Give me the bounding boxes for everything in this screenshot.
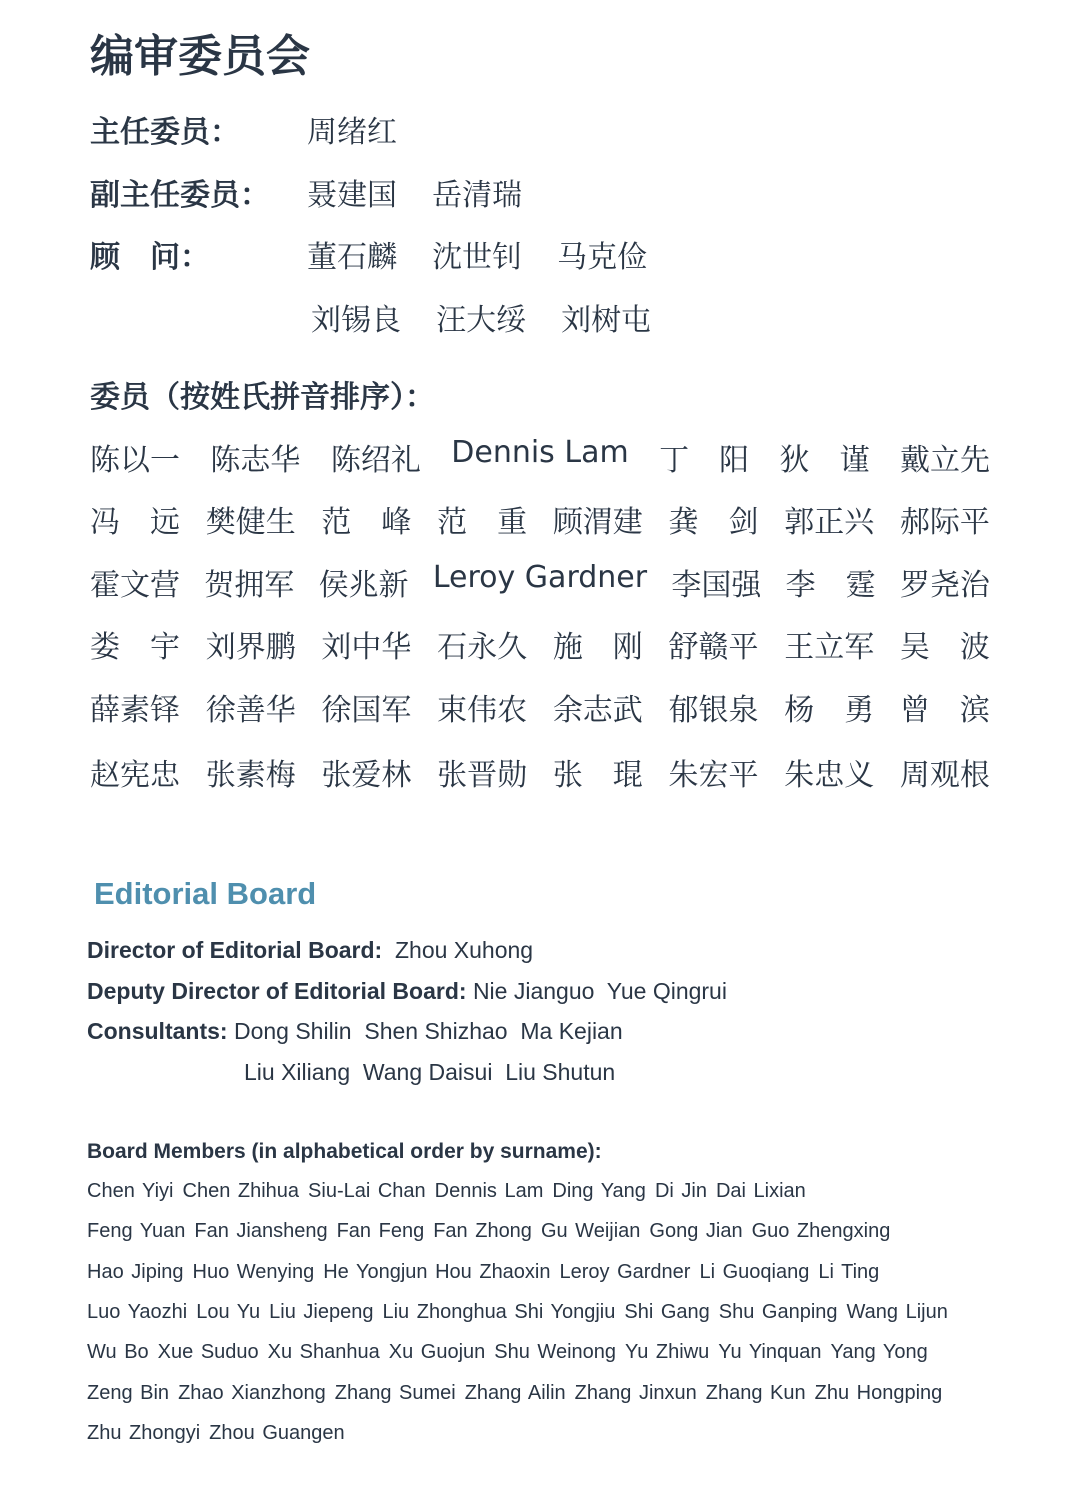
cn-member-name: 顾渭建 xyxy=(552,505,643,540)
en-member-name: Zhu Hongping xyxy=(814,1381,943,1404)
cn-member-row xyxy=(90,497,990,541)
en-member-name: Wu Bo xyxy=(87,1341,149,1364)
en-member-name: Dennis Lam xyxy=(434,1180,544,1202)
en-member-name: Zhao Xianzhong xyxy=(178,1381,326,1404)
en-member-name: Yang Yong xyxy=(830,1341,928,1364)
cn-member-name: 施 刚 xyxy=(552,630,643,665)
cn-member-name: 周观根 xyxy=(899,758,990,793)
en-member-name: Liu Jiepeng xyxy=(269,1300,374,1323)
en-member-name: Li Guoqiang xyxy=(699,1260,810,1283)
en-member-name: Zhang Ailin xyxy=(464,1381,566,1404)
cn-member-name: 冯 远 xyxy=(90,505,180,540)
en-member-name: Yu Zhiwu xyxy=(625,1341,710,1364)
en-member-row xyxy=(87,1261,888,1284)
cn-member-name: 霍文营 xyxy=(90,568,180,603)
cn-member-name: 狄 谨 xyxy=(779,443,870,478)
en-member-name: Zhang Kun xyxy=(705,1381,806,1404)
en-member-name: Liu Zhonghua Shi Yongjiu xyxy=(382,1300,616,1323)
cn-member-name: 朱宏平 xyxy=(668,758,759,793)
cn-member-name: 李 霆 xyxy=(785,568,876,603)
en-member-row xyxy=(87,1422,354,1445)
cn-consultants-label: 顾 问： xyxy=(90,240,210,275)
cn-member-name: Dennis Lam xyxy=(451,435,629,470)
cn-member-name: 张晋勋 xyxy=(437,758,528,793)
en-member-row xyxy=(87,1301,957,1324)
en-member-name: Siu-Lai Chan xyxy=(308,1180,426,1202)
cn-member-name: 张素梅 xyxy=(205,758,296,793)
cn-member-name: 束伟农 xyxy=(437,693,528,728)
cn-member-name: 刘中华 xyxy=(321,630,412,665)
cn-member-name: 罗尧治 xyxy=(899,568,990,603)
en-member-name: Xu Shanhua xyxy=(267,1341,380,1364)
cn-member-name: 贺拥军 xyxy=(204,568,295,603)
en-member-row xyxy=(87,1341,937,1364)
en-deputy-label: Deputy Director of Editorial Board: xyxy=(87,978,467,1004)
en-member-name: Fan Zhong xyxy=(433,1220,532,1243)
cn-member-name: 郁银泉 xyxy=(668,693,759,728)
en-member-name: Dai Lixian xyxy=(715,1180,806,1202)
cn-director: 周绪红 xyxy=(307,115,397,150)
cn-member-name: 郭正兴 xyxy=(784,505,875,540)
cn-member-name: 吴 波 xyxy=(899,630,990,665)
cn-member-name: Leroy Gardner xyxy=(432,560,648,595)
en-member-name: Lou Yu xyxy=(196,1300,261,1323)
cn-member-name: 余志武 xyxy=(552,693,643,728)
en-consultants-label: Consultants: xyxy=(87,1018,228,1044)
en-director-label: Director of Editorial Board: xyxy=(87,937,383,963)
en-member-name: Li Ting xyxy=(818,1260,880,1283)
en-member-row xyxy=(87,1180,815,1203)
cn-member-name: 王立军 xyxy=(784,630,875,665)
cn-member-name: 石永久 xyxy=(437,630,528,665)
cn-member-name: 徐善华 xyxy=(205,693,296,728)
en-member-name: Luo Yaozhi xyxy=(87,1300,188,1323)
en-member-row xyxy=(87,1220,899,1243)
en-member-name: Leroy Gardner xyxy=(559,1260,691,1283)
cn-member-name: 戴立先 xyxy=(899,443,990,478)
en-member-name: Fan Jiansheng xyxy=(194,1220,328,1243)
cn-member-name: 刘界鹏 xyxy=(205,630,296,665)
cn-members-label: 委员（按姓氏拼音排序）： xyxy=(90,380,435,415)
cn-member-name: 陈以一 xyxy=(90,443,180,478)
cn-member-row xyxy=(90,685,990,729)
cn-member-name: 陈志华 xyxy=(210,443,301,478)
en-member-name: Feng Yuan xyxy=(87,1220,186,1243)
en-member-name: Guo Zhengxing xyxy=(751,1220,891,1243)
cn-member-name: 丁 阳 xyxy=(659,443,750,478)
cn-member-name: 朱忠义 xyxy=(784,758,875,793)
en-member-name: Xue Suduo xyxy=(157,1341,259,1364)
cn-deputy: 聂建国 岳清瑞 xyxy=(307,178,523,213)
en-member-name: Di Jin xyxy=(654,1180,707,1202)
en-member-name: Zhu Zhongyi xyxy=(87,1421,201,1444)
cn-member-name: 樊健生 xyxy=(205,505,296,540)
en-member-name: Gu Weijian xyxy=(540,1220,641,1243)
cn-member-row xyxy=(90,622,990,666)
en-member-name: Shu Weinong xyxy=(494,1341,616,1364)
en-member-name: Gong Jian xyxy=(649,1220,743,1243)
cn-member-name: 郝际平 xyxy=(899,505,990,540)
en-member-name: Ding Yang xyxy=(552,1180,646,1202)
en-member-name: Shi Gang xyxy=(624,1300,710,1323)
cn-member-name: 范 重 xyxy=(437,505,528,540)
en-member-name: Chen Zhihua xyxy=(182,1180,300,1202)
cn-member-name: 曾 滨 xyxy=(899,693,990,728)
en-member-name: He Yongjun Hou Zhaoxin xyxy=(323,1260,551,1283)
cn-member-row xyxy=(90,560,990,604)
en-member-name: Chen Yiyi xyxy=(87,1180,174,1202)
cn-member-name: 侯兆新 xyxy=(318,568,409,603)
en-member-name: Zhang Jinxun xyxy=(574,1381,697,1404)
cn-member-name: 张爱林 xyxy=(321,758,412,793)
en-member-name: Zhou Guangen xyxy=(209,1421,345,1444)
cn-member-row xyxy=(90,750,990,794)
cn-member-name: 龚 剑 xyxy=(668,505,759,540)
en-member-name: Yu Yinquan xyxy=(718,1341,822,1364)
en-director: Zhou Xuhong xyxy=(394,937,534,963)
en-member-name: Fan Feng xyxy=(336,1220,425,1243)
cn-member-name: 李国强 xyxy=(671,568,762,603)
en-deputy: Nie Jianguo Yue Qingrui xyxy=(472,978,727,1004)
cn-member-name: 赵宪忠 xyxy=(90,758,180,793)
cn-title: 编审委员会 xyxy=(90,31,310,82)
cn-member-name: 张 琨 xyxy=(552,758,643,793)
cn-director-label: 主任委员： xyxy=(90,115,240,150)
en-member-row xyxy=(87,1382,951,1405)
en-consultants-line1: Dong Shilin Shen Shizhao Ma Kejian xyxy=(233,1018,623,1044)
en-member-name: Xu Guojun xyxy=(388,1341,486,1364)
cn-consultants-line1: 董石麟 沈世钊 马克俭 xyxy=(307,240,648,275)
cn-member-name: 范 峰 xyxy=(321,505,412,540)
cn-member-name: 娄 宇 xyxy=(90,630,180,665)
cn-member-name: 陈绍礼 xyxy=(330,443,421,478)
cn-consultants-line2: 刘锡良 汪大绥 刘树屯 xyxy=(311,303,652,338)
cn-member-row xyxy=(90,435,990,479)
cn-member-name: 薛素铎 xyxy=(90,693,180,728)
en-member-name: Zeng Bin xyxy=(87,1381,170,1404)
cn-member-name: 徐国军 xyxy=(321,693,412,728)
en-member-name: Shu Ganping xyxy=(718,1300,838,1323)
cn-member-name: 杨 勇 xyxy=(784,693,875,728)
en-member-name: Zhang Sumei xyxy=(334,1381,456,1404)
en-member-name: Huo Wenying xyxy=(192,1260,315,1283)
cn-member-name: 舒赣平 xyxy=(668,630,759,665)
en-member-name: Hao Jiping xyxy=(87,1260,184,1283)
cn-deputy-label: 副主任委员： xyxy=(90,178,270,213)
en-member-name: Wang Lijun xyxy=(846,1300,948,1323)
en-members-label: Board Members (in alphabetical order by surname): xyxy=(87,1140,602,1163)
en-consultants-line2: Liu Xiliang Wang Daisui Liu Shutun xyxy=(244,1059,616,1085)
en-title: Editorial Board xyxy=(94,876,317,911)
